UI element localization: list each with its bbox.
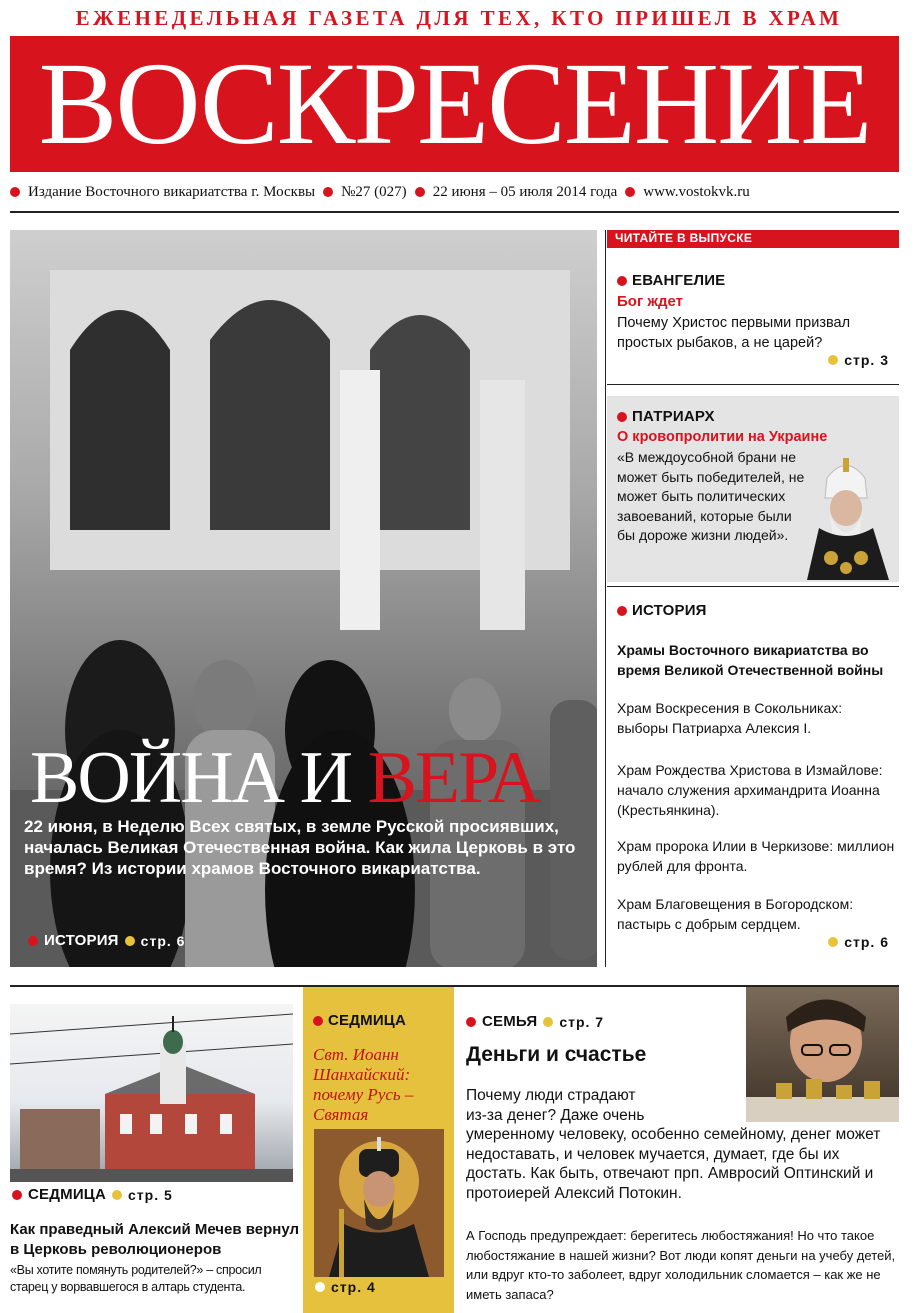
sedmitsa-rubric-line [12, 1186, 173, 1203]
history-page-line [828, 934, 889, 950]
family-lead-line: Почему люди страдают [466, 1087, 636, 1104]
family-rubric-line [466, 1013, 604, 1030]
info-publisher: Издание Восточного викариатства г. Москвы [28, 183, 316, 200]
gospel-title: Бог ждет [617, 293, 684, 310]
sedmitsa-rubric: СЕДМИЦА [28, 1186, 106, 1203]
bullet-icon [10, 187, 20, 197]
bullet-icon [323, 187, 333, 197]
bullet-icon [625, 187, 635, 197]
family-lead-line: умеренному человеку, особенно семейному, денег может недоставать, и человек мучается, думает, где бы их достать. Как быть, отвечают прп. Амвросий Оптинский и протоиерей Алексий Потокин. [466, 1126, 881, 1202]
sidebar-gospel [607, 260, 899, 380]
family-page: стр. 7 [559, 1013, 605, 1030]
bullet-icon [112, 1190, 122, 1200]
family-rubric: СЕМЬЯ [482, 1013, 538, 1030]
bullet-icon [313, 1016, 323, 1026]
masthead-info-bar [10, 178, 899, 206]
cover-lead: 22 июня, в Неделю Всех святых, в земле Русской просиявших, началась Великая Отечественная война. Как жила Церковь в это время? Из истории храмов Восточного викариатства. [24, 817, 576, 878]
patriarch-rubric: ПАТРИАРХ [632, 408, 715, 425]
icon-image [314, 1129, 444, 1277]
cover-headline-white: ВОЙНА И [30, 737, 368, 819]
bullet-icon [617, 276, 627, 286]
cover-photo [10, 230, 597, 967]
history-rubric-line [617, 602, 707, 619]
bullet-icon [617, 606, 627, 616]
bullet-icon [415, 187, 425, 197]
patriarch-quote: «В междоусобной брани не может быть победителей, не может быть политических завоеваний, которые были бы дороже жизни людей». [617, 449, 805, 543]
sidebar-header-text: ЧИТАЙТЕ В ВЫПУСКЕ [615, 231, 753, 245]
bullet-icon [828, 355, 838, 365]
sedmitsa-text: «Вы хотите помянуть родителей?» – спросил старец у ворвавшегося в алтарь студента. [10, 1263, 262, 1294]
feature-page: стр. 4 [331, 1279, 376, 1295]
history-item: Храм Рождества Христова в Измайлове: начало служения архимандрита Иоанна (Крестьянкина). [617, 762, 883, 818]
history-rubric: ИСТОРИЯ [632, 602, 707, 619]
masthead-tagline: ЕЖЕНЕДЕЛЬНАЯ ГАЗЕТА ДЛЯ ТЕХ, КТО ПРИШЕЛ В ХРАМ [75, 6, 843, 30]
history-item: Храм пророка Илии в Черкизове: миллион рублей для фронта. [617, 838, 895, 874]
gospel-page: стр. 3 [844, 352, 889, 368]
masthead-banner [10, 36, 899, 172]
info-issue: №27 (027) [341, 183, 407, 200]
history-main: Храмы Восточного викариатства во время Великой Отечественной войны [617, 642, 884, 678]
feature-rubric-line [313, 1012, 406, 1029]
cover-rubric-line [28, 932, 185, 949]
sidebar-rule [607, 586, 899, 587]
feature-rubric: СЕДМИЦА [328, 1012, 406, 1029]
bullet-icon [125, 936, 135, 946]
feature-page-line [315, 1279, 376, 1295]
sidebar-rule [607, 384, 899, 385]
bullet-icon [828, 937, 838, 947]
patriarch-rubric-line [617, 408, 715, 425]
sidebar-divider [605, 230, 606, 967]
gospel-rubric: ЕВАНГЕЛИЕ [632, 272, 726, 289]
bullet-icon [28, 936, 38, 946]
family-lead-line: из-за денег? Даже очень [466, 1106, 645, 1124]
feature-title: Свт. Иоанн Шанхайский: почему Русь – Святая [313, 1045, 414, 1124]
sedmitsa-page: стр. 5 [128, 1186, 173, 1203]
sidebar-patriarch [607, 396, 899, 582]
family-text: А Господь предупреждает: берегитесь любостяжания! Но что такое любостяжание в нашей жизни? Вот люди копят деньги на учебу детей, или вдруг кто-то заболеет, вдруг холодильник сломается – как же не иметь запаса? [466, 1228, 896, 1302]
gospel-text: Почему Христос первыми призвал простых рыбаков, а не царей? [617, 315, 851, 351]
bullet-icon [543, 1017, 553, 1027]
cover-rubric: ИСТОРИЯ [44, 932, 119, 949]
patriarch-title: О кровопролитии на Украине [617, 429, 828, 445]
bullet-icon [315, 1282, 325, 1292]
gospel-page-line [828, 352, 889, 368]
history-page: стр. 6 [844, 934, 889, 950]
sidebar-history [607, 590, 899, 965]
gospel-rubric-line [617, 272, 725, 289]
patriarch-photo [797, 458, 895, 580]
history-item: Храм Воскресения в Сокольниках: выборы Патриарха Алексия I. [617, 700, 843, 736]
bullet-icon [466, 1017, 476, 1027]
bullet-icon [617, 412, 627, 422]
history-item: Храм Благовещения в Богородском: пастырь с добрым сердцем. [617, 896, 854, 932]
family-lead [466, 1086, 898, 1203]
cover-page: стр. 6 [140, 932, 186, 949]
cover-headline [30, 738, 539, 818]
family-title: Деньги и счастье [466, 1043, 647, 1066]
church-photo [10, 1004, 293, 1182]
bullet-icon [12, 1190, 22, 1200]
masthead-title: ВОСКРЕСЕНИЕ [38, 38, 871, 169]
sedmitsa-feature-box [303, 987, 454, 1313]
sidebar-header [607, 230, 899, 248]
masthead-rule [10, 211, 899, 213]
info-dates: 22 июня – 05 июля 2014 года [432, 183, 618, 200]
info-site: www.vostokvk.ru [643, 183, 750, 200]
sedmitsa-title: Как праведный Алексий Мечев вернул в Церковь революционеров [10, 1221, 299, 1258]
cover-headline-red: ВЕРА [367, 737, 540, 819]
